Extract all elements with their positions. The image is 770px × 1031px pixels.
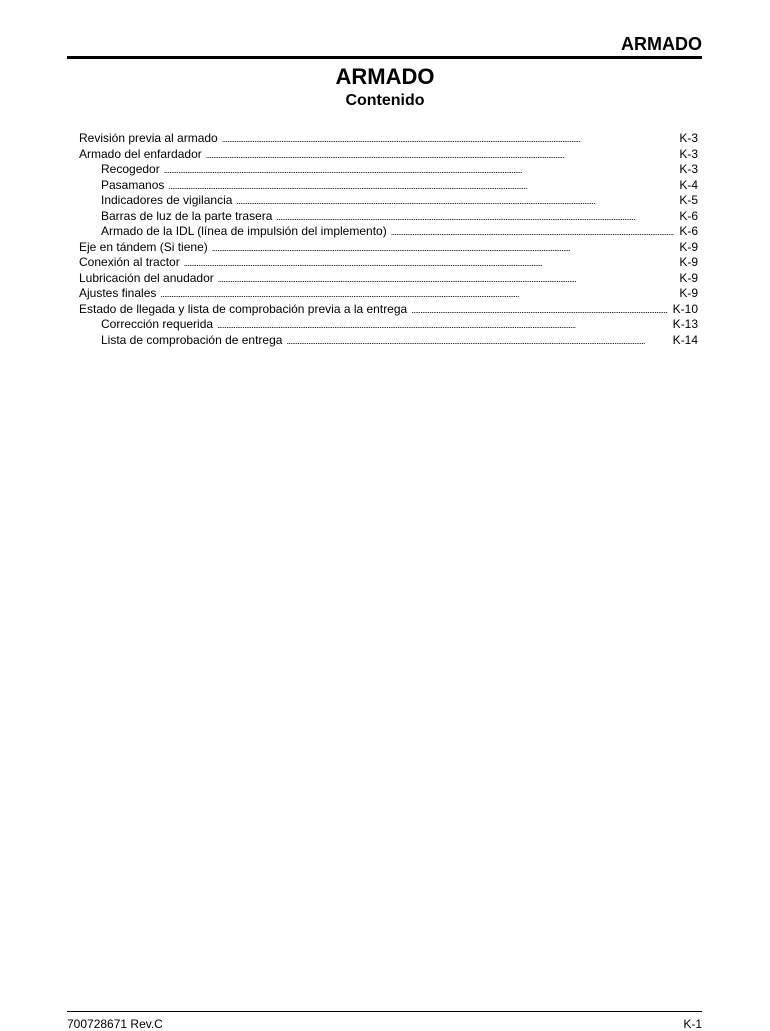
toc-dot-leader	[236, 193, 674, 209]
toc-dot-leader	[212, 240, 675, 256]
toc-entry-page: K-6	[679, 208, 698, 223]
toc-dot-leader	[206, 147, 675, 163]
toc-entry[interactable]	[79, 240, 698, 256]
toc-entry-label: Corrección requerida	[101, 317, 214, 331]
toc-entry[interactable]	[79, 209, 698, 225]
toc-entry-label: Eje en tándem (Si tiene)	[79, 239, 208, 254]
toc-entry-label: Conexión al tractor	[79, 255, 180, 269]
toc-entry[interactable]	[79, 302, 698, 318]
toc-entry[interactable]	[79, 271, 698, 287]
toc-entry-page: K-14	[672, 332, 698, 347]
toc-entry-label: Lista de comprobación de entrega	[101, 332, 283, 347]
toc-dot-leader	[222, 131, 675, 147]
toc-dot-leader	[160, 286, 674, 302]
toc-entry[interactable]	[79, 224, 698, 240]
toc-entry-page: K-10	[672, 301, 698, 316]
toc-dot-leader	[184, 255, 675, 271]
toc-entry-page: K-3	[679, 146, 698, 161]
page-title: ARMADO	[335, 64, 435, 89]
toc-entry[interactable]	[79, 147, 698, 163]
toc-entry[interactable]	[79, 178, 698, 194]
toc-entry-page: K-3	[679, 131, 698, 145]
toc-dot-leader	[168, 178, 674, 194]
footer-rule	[67, 1011, 702, 1012]
toc-entry-page: K-6	[679, 224, 698, 238]
toc-entry-label: Revisión previa al armado	[79, 131, 218, 145]
toc-dot-leader	[218, 271, 675, 287]
toc-entry-label: Armado del enfardador	[79, 146, 202, 161]
toc-entry-page: K-5	[679, 193, 698, 207]
toc-entry-page: K-13	[672, 317, 698, 331]
toc-entry-page: K-3	[679, 162, 698, 176]
toc-entry-page: K-9	[679, 270, 698, 285]
toc-entry-label: Barras de luz de la parte trasera	[101, 208, 273, 223]
toc-dot-leader	[276, 209, 674, 225]
toc-entry-label: Indicadores de vigilancia	[101, 193, 233, 207]
toc-entry[interactable]	[79, 286, 698, 302]
header-section-title: ARMADO	[621, 34, 702, 54]
toc-entry-label: Lubricación del anudador	[79, 270, 214, 285]
footer-doc-number: 700728671 Rev.C	[67, 1017, 163, 1031]
footer-page-number: K-1	[683, 1017, 702, 1031]
toc-entry-page: K-9	[679, 239, 698, 254]
toc-entry-label: Estado de llegada y lista de comprobación previa a la entrega	[79, 301, 408, 316]
toc-entry[interactable]	[79, 131, 698, 147]
page-subtitle: Contenido	[345, 92, 425, 109]
toc-dot-leader	[164, 162, 675, 178]
toc-dot-leader	[391, 224, 675, 240]
header-rule	[67, 56, 702, 59]
toc-dot-leader	[411, 302, 667, 318]
toc-entry[interactable]	[79, 333, 698, 349]
toc-entry-page: K-4	[679, 177, 698, 192]
toc-dot-leader	[286, 333, 667, 349]
toc-entry[interactable]	[79, 255, 698, 271]
toc-entry-label: Ajustes finales	[79, 286, 157, 300]
toc-entry-page: K-9	[679, 255, 698, 269]
toc-entry[interactable]	[79, 162, 698, 178]
toc-entry-label: Recogedor	[101, 162, 160, 176]
toc-entry-label: Armado de la IDL (línea de impulsión del implemento)	[101, 224, 387, 238]
table-of-contents	[79, 131, 698, 348]
toc-entry-page: K-9	[679, 286, 698, 300]
toc-entry-label: Pasamanos	[101, 177, 165, 192]
toc-entry[interactable]	[79, 317, 698, 333]
toc-entry[interactable]	[79, 193, 698, 209]
toc-dot-leader	[217, 317, 668, 333]
